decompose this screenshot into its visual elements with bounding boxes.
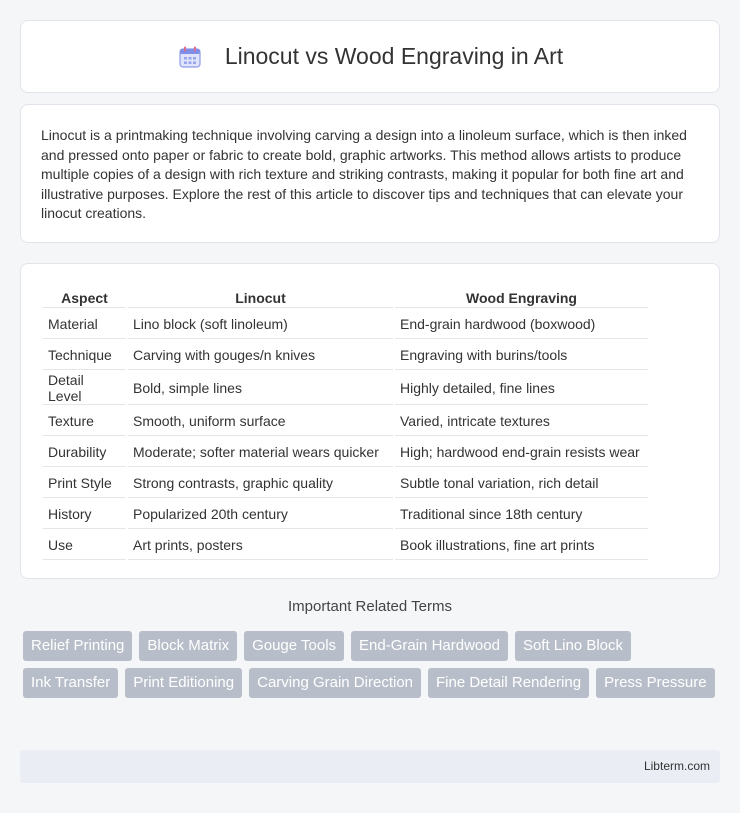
cell-linocut: Art prints, posters <box>128 531 393 560</box>
term-tag[interactable]: Gouge Tools <box>244 631 344 661</box>
cell-aspect: Durability <box>43 438 126 467</box>
related-terms-title: Important Related Terms <box>288 598 452 615</box>
table-header-row <box>43 286 648 308</box>
page-title: Linocut vs Wood Engraving in Art <box>224 43 564 69</box>
term-tag[interactable]: Relief Printing <box>23 631 132 661</box>
calendar-icon <box>177 44 203 70</box>
table-row <box>43 469 648 498</box>
table-row <box>43 500 648 529</box>
table-row <box>43 372 648 405</box>
term-tag[interactable]: Print Editioning <box>125 668 242 698</box>
cell-wood-engraving: Engraving with burins/tools <box>395 341 648 370</box>
term-tag[interactable]: Carving Grain Direction <box>249 668 421 698</box>
comparison-table <box>41 284 650 562</box>
header-linocut: Linocut <box>128 286 393 308</box>
table-row <box>43 341 648 370</box>
cell-wood-engraving: End-grain hardwood (boxwood) <box>395 310 648 339</box>
cell-aspect: Material <box>43 310 126 339</box>
related-terms-list <box>23 631 723 698</box>
term-tag[interactable]: Press Pressure <box>596 668 715 698</box>
term-tag[interactable]: End-Grain Hardwood <box>351 631 508 661</box>
cell-wood-engraving: Book illustrations, fine art prints <box>395 531 648 560</box>
cell-linocut: Moderate; softer material wears quicker <box>128 438 393 467</box>
title-card <box>20 20 720 93</box>
cell-wood-engraving: Varied, intricate textures <box>395 407 648 436</box>
table-row <box>43 438 648 467</box>
term-tag[interactable]: Fine Detail Rendering <box>428 668 589 698</box>
cell-wood-engraving: Highly detailed, fine lines <box>395 372 648 405</box>
table-row <box>43 310 648 339</box>
term-tag[interactable]: Block Matrix <box>139 631 237 661</box>
cell-aspect: Print Style <box>43 469 126 498</box>
intro-card <box>20 104 720 243</box>
term-tag[interactable]: Ink Transfer <box>23 668 118 698</box>
intro-text: Linocut is a printmaking technique involving carving a design into a linoleum surface, which is then inked and pressed onto paper or fabric to create bold, graphic artworks. This method allows artists to produce multiple copies of a design with rich texture and striking contrasts, making it popular for both fine art and illustrative purposes. Explore the rest of this article to discover tips and techniques that can elevate your linocut creations. <box>41 127 687 222</box>
cell-aspect: Use <box>43 531 126 560</box>
table-row <box>43 531 648 560</box>
cell-aspect: Texture <box>43 407 126 436</box>
table-row <box>43 407 648 436</box>
cell-linocut: Bold, simple lines <box>128 372 393 405</box>
footer-site-link[interactable]: Libterm.com <box>643 759 710 773</box>
cell-wood-engraving: Subtle tonal variation, rich detail <box>395 469 648 498</box>
term-tag[interactable]: Soft Lino Block <box>515 631 631 661</box>
cell-wood-engraving: High; hardwood end-grain resists wear <box>395 438 648 467</box>
cell-linocut: Popularized 20th century <box>128 500 393 529</box>
header-aspect: Aspect <box>43 286 126 308</box>
comparison-card <box>20 263 720 579</box>
cell-wood-engraving: Traditional since 18th century <box>395 500 648 529</box>
cell-aspect: Technique <box>43 341 126 370</box>
header-wood-engraving: Wood Engraving <box>395 286 648 308</box>
cell-aspect: History <box>43 500 126 529</box>
cell-linocut: Strong contrasts, graphic quality <box>128 469 393 498</box>
cell-linocut: Smooth, uniform surface <box>128 407 393 436</box>
cell-linocut: Lino block (soft linoleum) <box>128 310 393 339</box>
cell-aspect: Detail Level <box>43 372 126 405</box>
cell-linocut: Carving with gouges/n knives <box>128 341 393 370</box>
footer <box>20 750 720 783</box>
